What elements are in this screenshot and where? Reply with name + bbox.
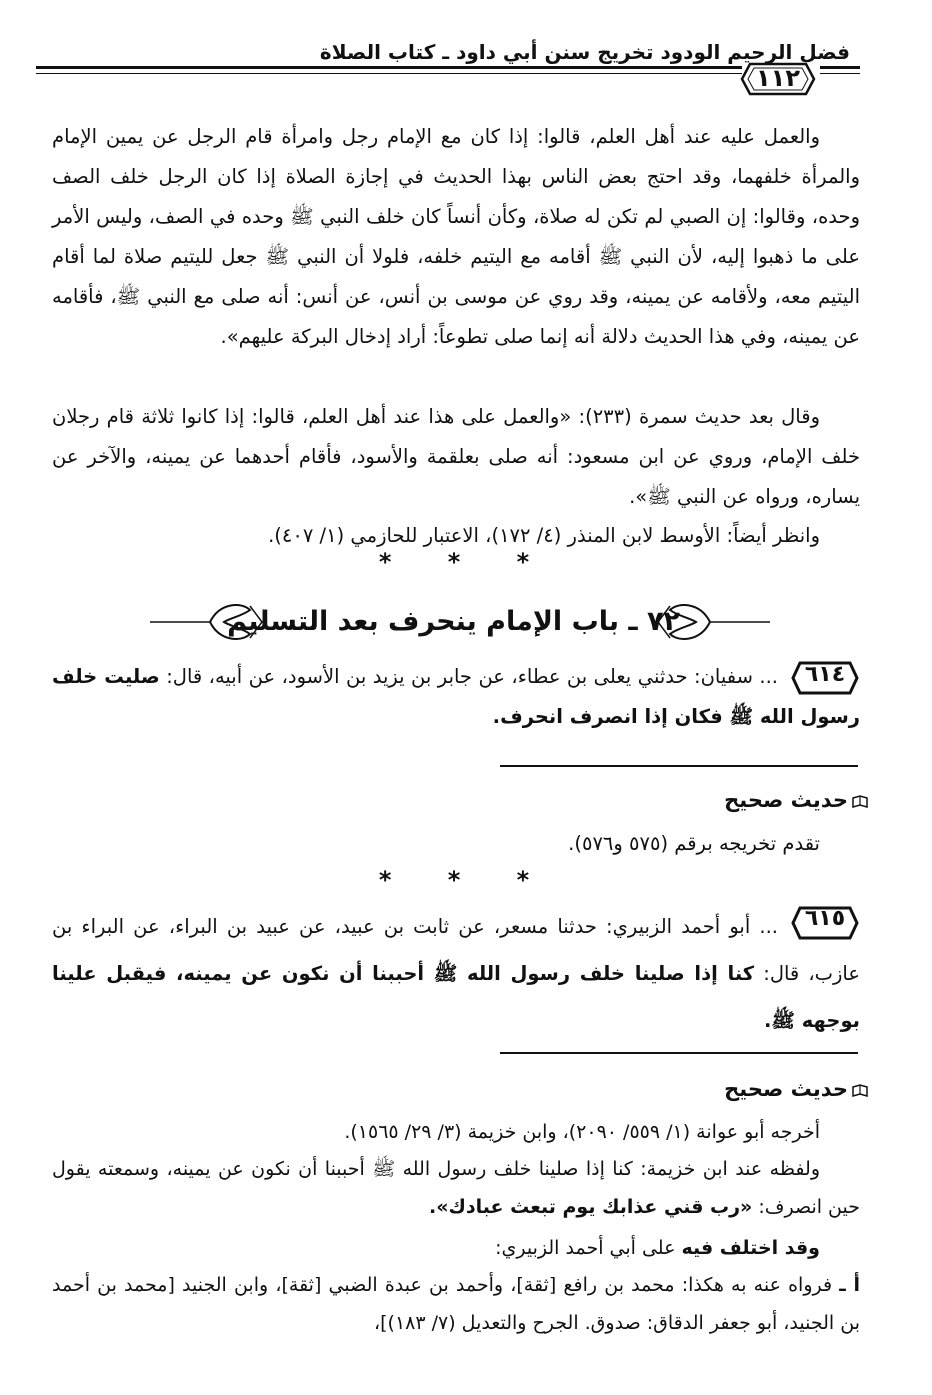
hadith-number-614: ٦١٤: [804, 662, 846, 687]
header-rule-bottom: [36, 73, 742, 74]
hadith-614-divider: [500, 765, 858, 767]
hadith-614-note: تقدم تخريجه برقم (٥٧٥ و٥٧٦).: [568, 832, 820, 855]
takhrij-line-3-rest: على أبي أحمد الزبيري:: [495, 1237, 676, 1259]
hadith-615-grade: حديث صحيح: [724, 1077, 848, 1101]
hadith-615-chain: ... أبو أحمد الزبيري: حدثنا مسعر، عن ثابت بن عبيد، عن عبيد بن البراء، عن البراء بن عازب، قال:: [52, 915, 861, 985]
header-rule-top: [36, 66, 742, 69]
section-separator: * * *: [378, 548, 554, 576]
page-number: ١١٢: [756, 64, 800, 92]
takhrij-line-1: أخرجه أبو عوانة (١/ ٥٥٩/ ٢٠٩٠)، وابن خزيمة (٣/ ٢٩/ ١٥٦٥).: [344, 1121, 820, 1143]
hadith-614-text: [52, 657, 860, 737]
section-separator-2: * * *: [378, 866, 554, 894]
hadith-number-615: ٦١٥: [804, 906, 846, 931]
hadith-615-divider: [500, 1052, 858, 1054]
header-rule-right-bottom: [820, 73, 860, 74]
takhrij-line-3: [52, 1228, 860, 1268]
hadith-615-matn: كنا إذا صلينا خلف رسول الله ﷺ أحببنا أن نكون عن يمينه، فيقبل علينا بوجهه ﷺ.: [52, 962, 860, 1032]
book-icon: [852, 1084, 868, 1098]
running-header-title: فضل الرحيم الودود تخريج سنن أبي داود ـ كتاب الصلاة: [319, 40, 850, 64]
takhrij-paragraph-2: [52, 1150, 860, 1226]
intro-paragraph-1: والعمل عليه عند أهل العلم، قالوا: إذا كان مع الإمام رجل وامرأة قام الرجل عن يمين الإمام والمرأة خلفهما، وقد احتج بعض الناس بهذا الحديث في إجازة الصلاة إذا كان الرجل خلف الصف وحده، وقالوا: إن الصبي لم تكن له صلاة، وكأن أنساً كان خلف النبي ﷺ وحده في الصف، وليس الأمر على ما ذهبوا إليه، لأن النبي ﷺ أقامه مع اليتيم خلفه، فلولا أن النبي ﷺ جعل لليتيم صلاة لما أقام اليتيم معه، ولأقامه عن يمينه، وقد روي عن موسى بن أنس، عن أنس: أنه صلى مع النبي ﷺ، فأقامه عن يمينه، وفي هذا الحديث دلالة أنه إنما صلى تطوعاً: أراد إدخال البركة عليهم».: [52, 125, 860, 348]
chapter-title: ٧٢ ـ باب الإمام ينحرف بعد التسليم: [227, 606, 680, 637]
takhrij-dua: «رب قني عذابك يوم تبعث عبادك».: [429, 1196, 753, 1218]
takhrij-line-4-rest: فرواه عنه به هكذا: محمد بن رافع [ثقة]، وأحمد بن عبدة الضبي [ثقة]، وابن الجنيد [محمد بن أحمد بن الجنيد، أبو جعفر الدقاق: صدوق. الجرح والتعديل (٧/ ١٨٣)]،: [52, 1274, 860, 1334]
hadith-614-grade: حديث صحيح: [724, 788, 848, 812]
takhrij-line-2: ولفظه عند ابن خزيمة: كنا إذا صلينا خلف رسول الله ﷺ أحببنا أن نكون عن يمينه، وسمعته يقول حين انصرف:: [52, 1158, 860, 1218]
book-icon: [852, 795, 868, 809]
intro-paragraph-2: وقال بعد حديث سمرة (٢٣٣): «والعمل على هذا عند أهل العلم، قالوا: إذا كانوا ثلاثة قام رجلان خلف الإمام، وروي عن ابن مسعود: أنه صلى بعلقمة والأسود، فأقام أحدهما عن يمينه، والآخر عن يساره، ورواه عن النبي ﷺ».: [52, 405, 860, 508]
hadith-614-matn: صليت خلف رسول الله ﷺ فكان إذا انصرف انحرف.: [52, 665, 860, 728]
takhrij-line-4: [52, 1266, 860, 1342]
header-rule-right-top: [820, 66, 860, 69]
hadith-615-text: [52, 903, 860, 1044]
hadith-614-chain: ... سفيان: حدثني يعلى بن عطاء، عن جابر بن يزيد بن الأسود، عن أبيه، قال:: [166, 665, 779, 688]
takhrij-line-4-bold: أ ـ: [839, 1274, 860, 1296]
intro-paragraph-3: وانظر أيضاً: الأوسط لابن المنذر (٤/ ١٧٢)، الاعتبار للحازمي (١/ ٤٠٧).: [268, 524, 820, 547]
takhrij-line-3-bold: وقد اختلف فيه: [681, 1237, 820, 1259]
